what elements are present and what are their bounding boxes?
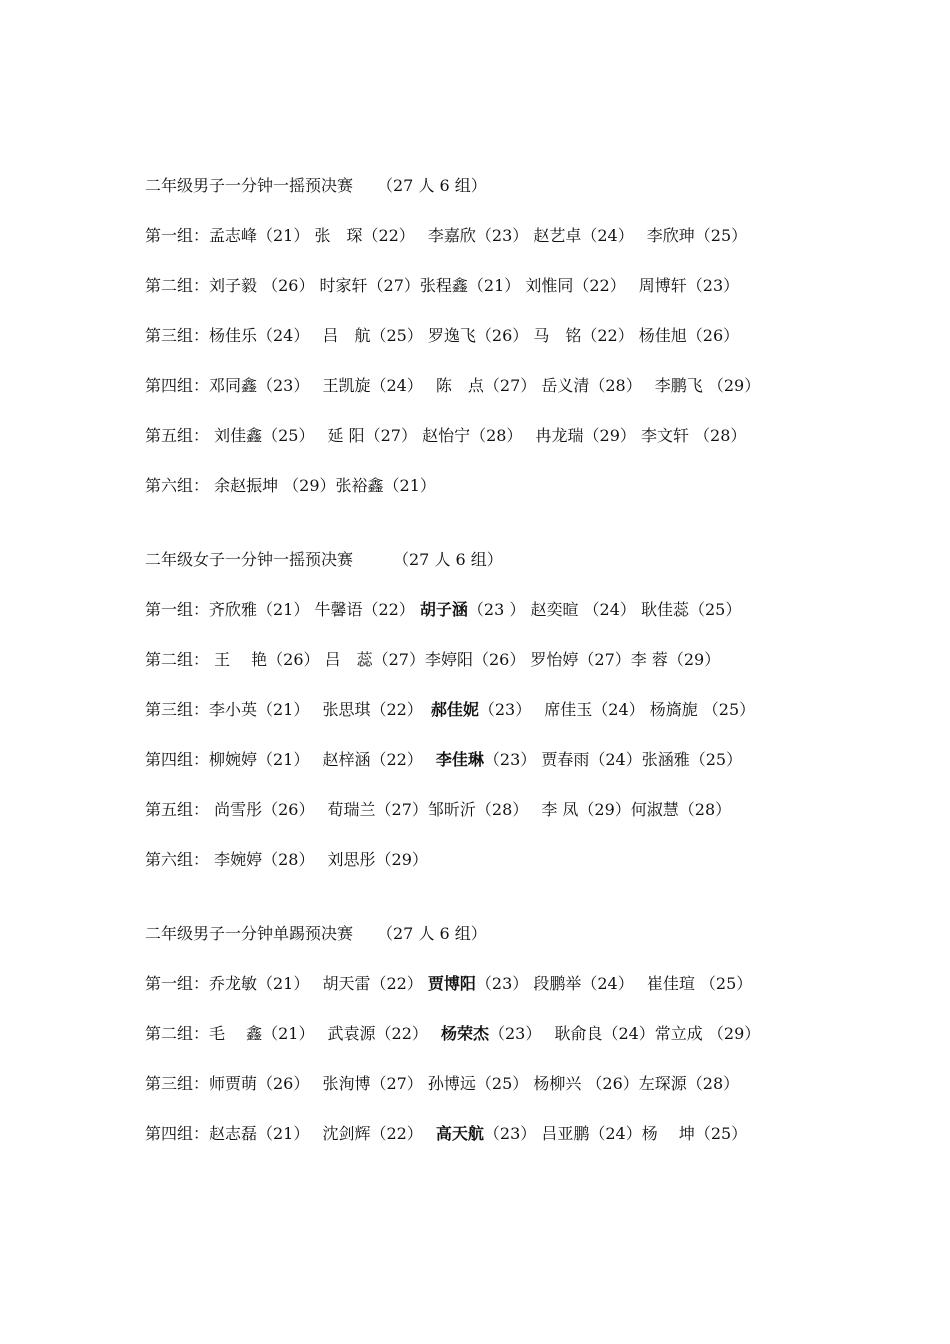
group-line (145, 596, 825, 646)
highlighted-name: 杨荣杰 (440, 1024, 489, 1043)
group-text: 第二组：毛 鑫（21） 武袁源（22） (145, 1024, 441, 1043)
group-line (145, 1070, 825, 1120)
group-text: 第五组： 刘佳鑫（25） 延 阳（27） 赵怡宁（28） 冉龙瑞（29） 李文轩 （28） (145, 426, 747, 445)
highlighted-name: 贾博阳 (427, 974, 476, 993)
group-line (145, 746, 825, 796)
group-text: 第五组： 尚雪彤（26） 荀瑞兰（27）邹昕沂（28） 李 凤（29）何淑慧（28） (145, 800, 732, 819)
highlighted-name: 胡子涵 (419, 600, 468, 619)
group-text: 第三组：师贾萌（26） 张洵博（27） 孙博远（25） 杨柳兴 （26）左琛源（28） (145, 1074, 740, 1093)
group-line (145, 1120, 825, 1170)
group-line (145, 472, 825, 522)
group-text: 第三组：李小英（21） 张思琪（22） (145, 700, 431, 719)
group-line (145, 322, 825, 372)
section-heading: 二年级男子一分钟一摇预决赛 （27 人 6 组） (145, 176, 487, 195)
highlighted-name: 李佳琳 (435, 750, 484, 769)
group-text: （23 ） 赵奕暄 （24） 耿佳蕊（25） (467, 600, 742, 619)
section-heading: 二年级男子一分钟单踢预决赛 （27 人 6 组） (145, 924, 487, 943)
section-boys-single-rope (145, 172, 825, 522)
group-text: （23） 耿俞良（24）常立成 （29） (489, 1024, 761, 1043)
group-line (145, 222, 825, 272)
group-text: （23） 席佳玉（24） 杨旖旎 （25） (478, 700, 756, 719)
highlighted-name: 高天航 (435, 1124, 484, 1143)
group-text: 第二组：刘子毅 （26） 时家轩（27）张程鑫（21） 刘惟同（22） 周博轩（23） (145, 276, 740, 295)
group-line (145, 422, 825, 472)
group-line (145, 696, 825, 746)
group-line (145, 646, 825, 696)
group-line (145, 272, 825, 322)
group-text: （23） 吕亚鹏（24）杨 坤（25） (483, 1124, 748, 1143)
group-text: 第六组： 李婉婷（28） 刘思彤（29） (145, 850, 428, 869)
group-text: 第一组：乔龙敏（21） 胡天雷（22） (145, 974, 428, 993)
group-line (145, 796, 825, 846)
group-text: 第四组：柳婉婷（21） 赵梓涵（22） (145, 750, 436, 769)
group-text: 第四组：邓同鑫（23） 王凯旋（24） 陈 点（27） 岳义清（28） 李鹏飞 （29） (145, 376, 761, 395)
group-text: 第四组：赵志磊（21） 沈剑辉（22） (145, 1124, 436, 1143)
group-text: （23） 段鹏举（24） 崔佳瑄 （25） (475, 974, 753, 993)
document-body (145, 172, 825, 1170)
section-heading: 二年级女子一分钟一摇预决赛 （27 人 6 组） (145, 550, 503, 569)
section-boys-single-kick (145, 920, 825, 1170)
group-text: 第二组： 王 艳（26） 吕 蕊（27）李婷阳（26） 罗怡婷（27）李 蓉（29） (145, 650, 721, 669)
group-text: 第一组：孟志峰（21） 张 琛（22） 李嘉欣（23） 赵艺卓（24） 李欣珅（25） (145, 226, 748, 245)
group-line (145, 372, 825, 422)
group-text: 第一组：齐欣雅（21） 牛馨语（22） (145, 600, 420, 619)
highlighted-name: 郝佳妮 (430, 700, 479, 719)
group-line (145, 970, 825, 1020)
group-text: 第三组：杨佳乐（24） 吕 航（25） 罗逸飞（26） 马 铭（22） 杨佳旭（26） (145, 326, 740, 345)
group-text: （23） 贾春雨（24）张涵雅（25） (483, 750, 743, 769)
section-girls-single-rope (145, 546, 825, 896)
group-line (145, 1020, 825, 1070)
group-text: 第六组： 余赵振坤 （29）张裕鑫（21） (145, 476, 436, 495)
group-line (145, 846, 825, 896)
